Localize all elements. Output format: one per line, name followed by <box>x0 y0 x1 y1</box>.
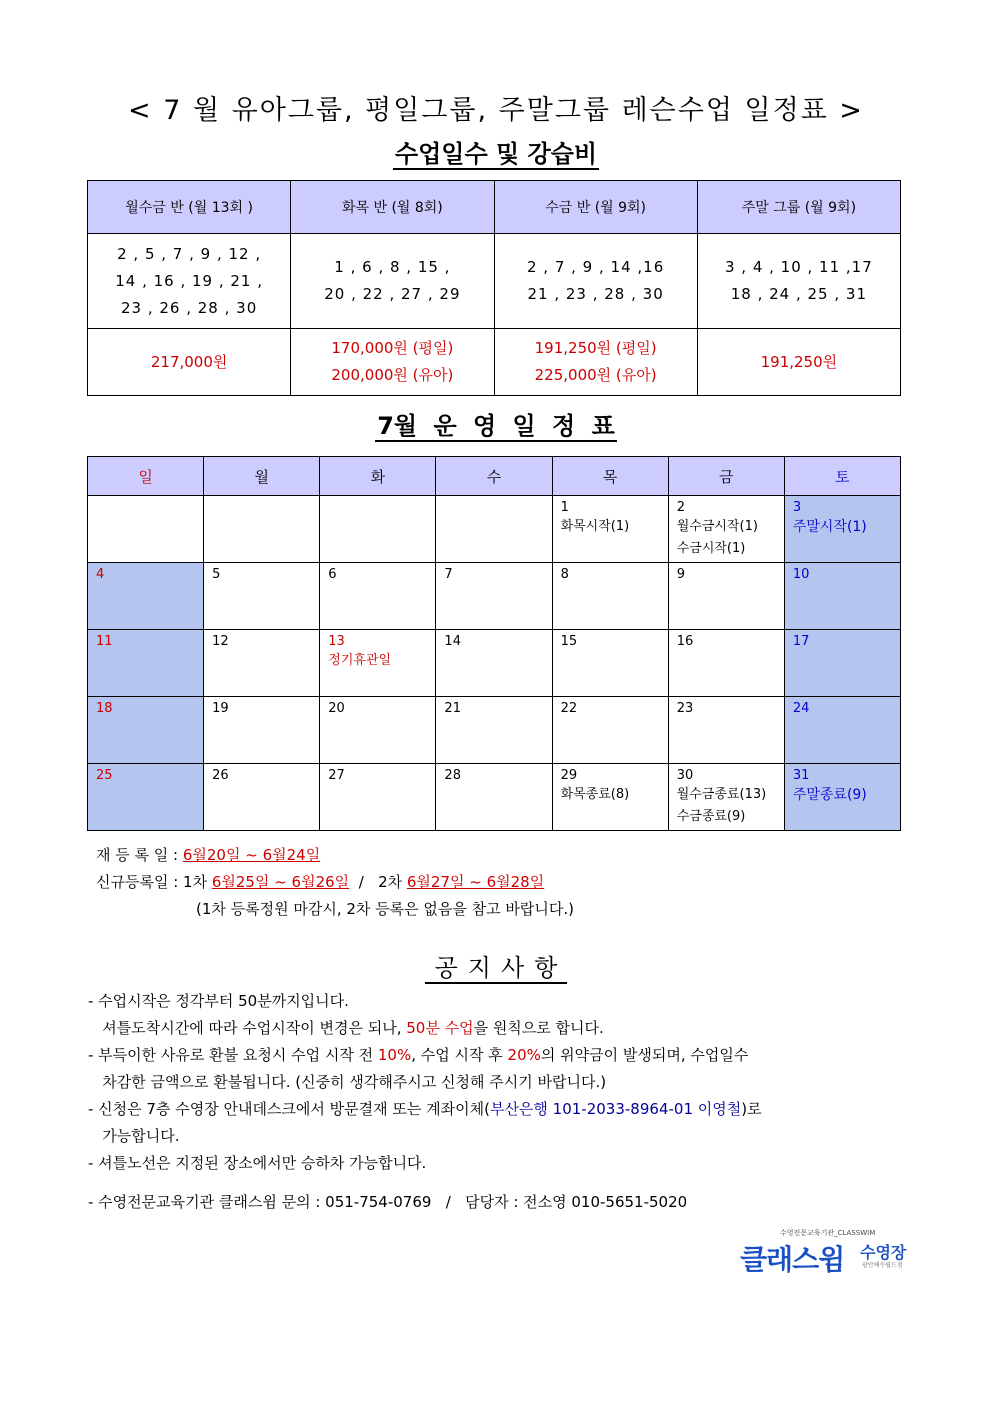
classwim-logo: 수영전문교육기관_CLASSWIM 클래스윔 수영장 광안해수월드점 <box>740 1229 907 1276</box>
fee-price: 217,000원 <box>88 329 291 396</box>
calendar <box>87 456 901 831</box>
notice-line: - 신청은 7층 수영장 안내데스크에서 방문결재 또는 계좌이체(부산은행 101-2033-8964-01 이영철)로 <box>88 1100 762 1118</box>
calendar-cell <box>204 496 320 563</box>
notice-line: 가능합니다. <box>88 1127 180 1145</box>
calendar-cell: 19 <box>204 697 320 764</box>
new-registration-first: 6월25일 ~ 6월26일 <box>211 873 350 891</box>
calendar-cell: 9 <box>668 563 784 630</box>
notice-line: - 부득이한 사유로 환불 요청시 수업 시작 전 10%, 수업 시작 후 20%의 위약금이 발생되며, 수업일수 <box>88 1046 749 1064</box>
fee-header: 화목 반 (월 8회) <box>291 181 494 234</box>
new-registration-second: 6월27일 ~ 6월28일 <box>406 873 545 891</box>
calendar-cell-saturday: 17 <box>784 630 900 697</box>
weekday-header: 토 <box>784 457 900 496</box>
notice-line: 차감한 금액으로 환불됩니다. (신중히 생각해주시고 신청해 주시기 바랍니다.) <box>88 1073 607 1091</box>
fee-header: 수금 반 (월 9회) <box>494 181 697 234</box>
weekday-header: 일 <box>88 457 204 496</box>
calendar-cell: 28 <box>436 764 552 831</box>
calendar-cell-sunday: 18 <box>88 697 204 764</box>
calendar-cell-saturday: 24 <box>784 697 900 764</box>
calendar-cell: 16 <box>668 630 784 697</box>
page-title: < 7 월 유아그룹, 평일그룹, 주말그룹 레슨수업 일정표 > <box>128 95 864 126</box>
notice-line: - 셔틀노선은 지정된 장소에서만 승하차 가능합니다. <box>88 1154 427 1172</box>
re-registration-date: 6월20일 ~ 6월24일 <box>182 846 321 864</box>
calendar-cell-holiday: 13 정기휴관일 <box>320 630 436 697</box>
calendar-cell-saturday: 10 <box>784 563 900 630</box>
fee-section-title: 수업일수 및 강습비 <box>394 140 598 168</box>
notice-line: 셔틀도착시간에 따라 수업시작이 변경은 되나, 50분 수업을 원칙으로 합니다. <box>88 1019 604 1037</box>
calendar-cell <box>436 496 552 563</box>
calendar-cell: 8 <box>552 563 668 630</box>
calendar-cell <box>88 496 204 563</box>
fee-header: 주말 그룹 (월 9회) <box>697 181 900 234</box>
weekday-header: 목 <box>552 457 668 496</box>
fee-price: 191,250원 (평일) 225,000원 (유아) <box>494 329 697 396</box>
fee-price: 170,000원 (평일) 200,000원 (유아) <box>291 329 494 396</box>
fee-days: 1 , 6 , 8 , 15 , 20 , 22 , 27 , 29 <box>291 234 494 329</box>
calendar-cell: 14 <box>436 630 552 697</box>
fee-days: 2 , 7 , 9 , 14 ,16 21 , 23 , 28 , 30 <box>494 234 697 329</box>
calendar-cell: 1 화목시작(1) <box>552 496 668 563</box>
fee-header: 월수금 반 (월 13회 ) <box>88 181 291 234</box>
calendar-title: 7월 운 영 일 정 표 <box>377 412 615 440</box>
calendar-cell: 5 <box>204 563 320 630</box>
calendar-cell: 6 <box>320 563 436 630</box>
calendar-cell: 23 <box>668 697 784 764</box>
calendar-cell: 22 <box>552 697 668 764</box>
weekday-header: 월 <box>204 457 320 496</box>
calendar-cell: 26 <box>204 764 320 831</box>
notice-title: 공지사항 <box>0 948 992 983</box>
fee-days: 2 , 5 , 7 , 9 , 12 , 14 , 16 , 19 , 21 , 23 , 26 , 28 , 30 <box>88 234 291 329</box>
bank-account: 부산은행 101-2033-8964-01 이영철 <box>489 1100 742 1118</box>
calendar-cell: 2 월수금시작(1) 수금시작(1) <box>668 496 784 563</box>
registration-note: (1차 등록정원 마감시, 2차 등록은 없음을 참고 바랍니다.) <box>196 900 574 918</box>
calendar-cell: 21 <box>436 697 552 764</box>
calendar-cell: 29 화목종료(8) <box>552 764 668 831</box>
calendar-cell-sunday: 11 <box>88 630 204 697</box>
calendar-cell: 12 <box>204 630 320 697</box>
calendar-cell-saturday: 3 주말시작(1) <box>784 496 900 563</box>
contact-line: - 수영전문교육기관 클래스윔 문의 : 051-754-0769 / 담당자 : 전소영 010-5651-5020 <box>88 1193 688 1211</box>
calendar-cell-sunday: 25 <box>88 764 204 831</box>
calendar-cell-saturday: 31 주말종료(9) <box>784 764 900 831</box>
new-registration-line: 신규등록일 : 1차 6월25일 ~ 6월26일 / 2차 6월27일 ~ 6월28일 <box>96 873 545 891</box>
weekday-header: 수 <box>436 457 552 496</box>
calendar-cell: 20 <box>320 697 436 764</box>
calendar-cell-sunday: 4 <box>88 563 204 630</box>
calendar-cell: 30 월수금종료(13) 수금종료(9) <box>668 764 784 831</box>
fee-table <box>87 180 901 396</box>
fee-days: 3 , 4 , 10 , 11 ,17 18 , 24 , 25 , 31 <box>697 234 900 329</box>
calendar-cell: 27 <box>320 764 436 831</box>
calendar-cell: 15 <box>552 630 668 697</box>
weekday-header: 화 <box>320 457 436 496</box>
re-registration-line: 재 등 록 일 : 6월20일 ~ 6월24일 <box>96 846 321 864</box>
notice-line: - 수업시작은 정각부터 50분까지입니다. <box>88 992 349 1010</box>
fee-price: 191,250원 <box>697 329 900 396</box>
calendar-cell <box>320 496 436 563</box>
calendar-cell: 7 <box>436 563 552 630</box>
weekday-header: 금 <box>668 457 784 496</box>
